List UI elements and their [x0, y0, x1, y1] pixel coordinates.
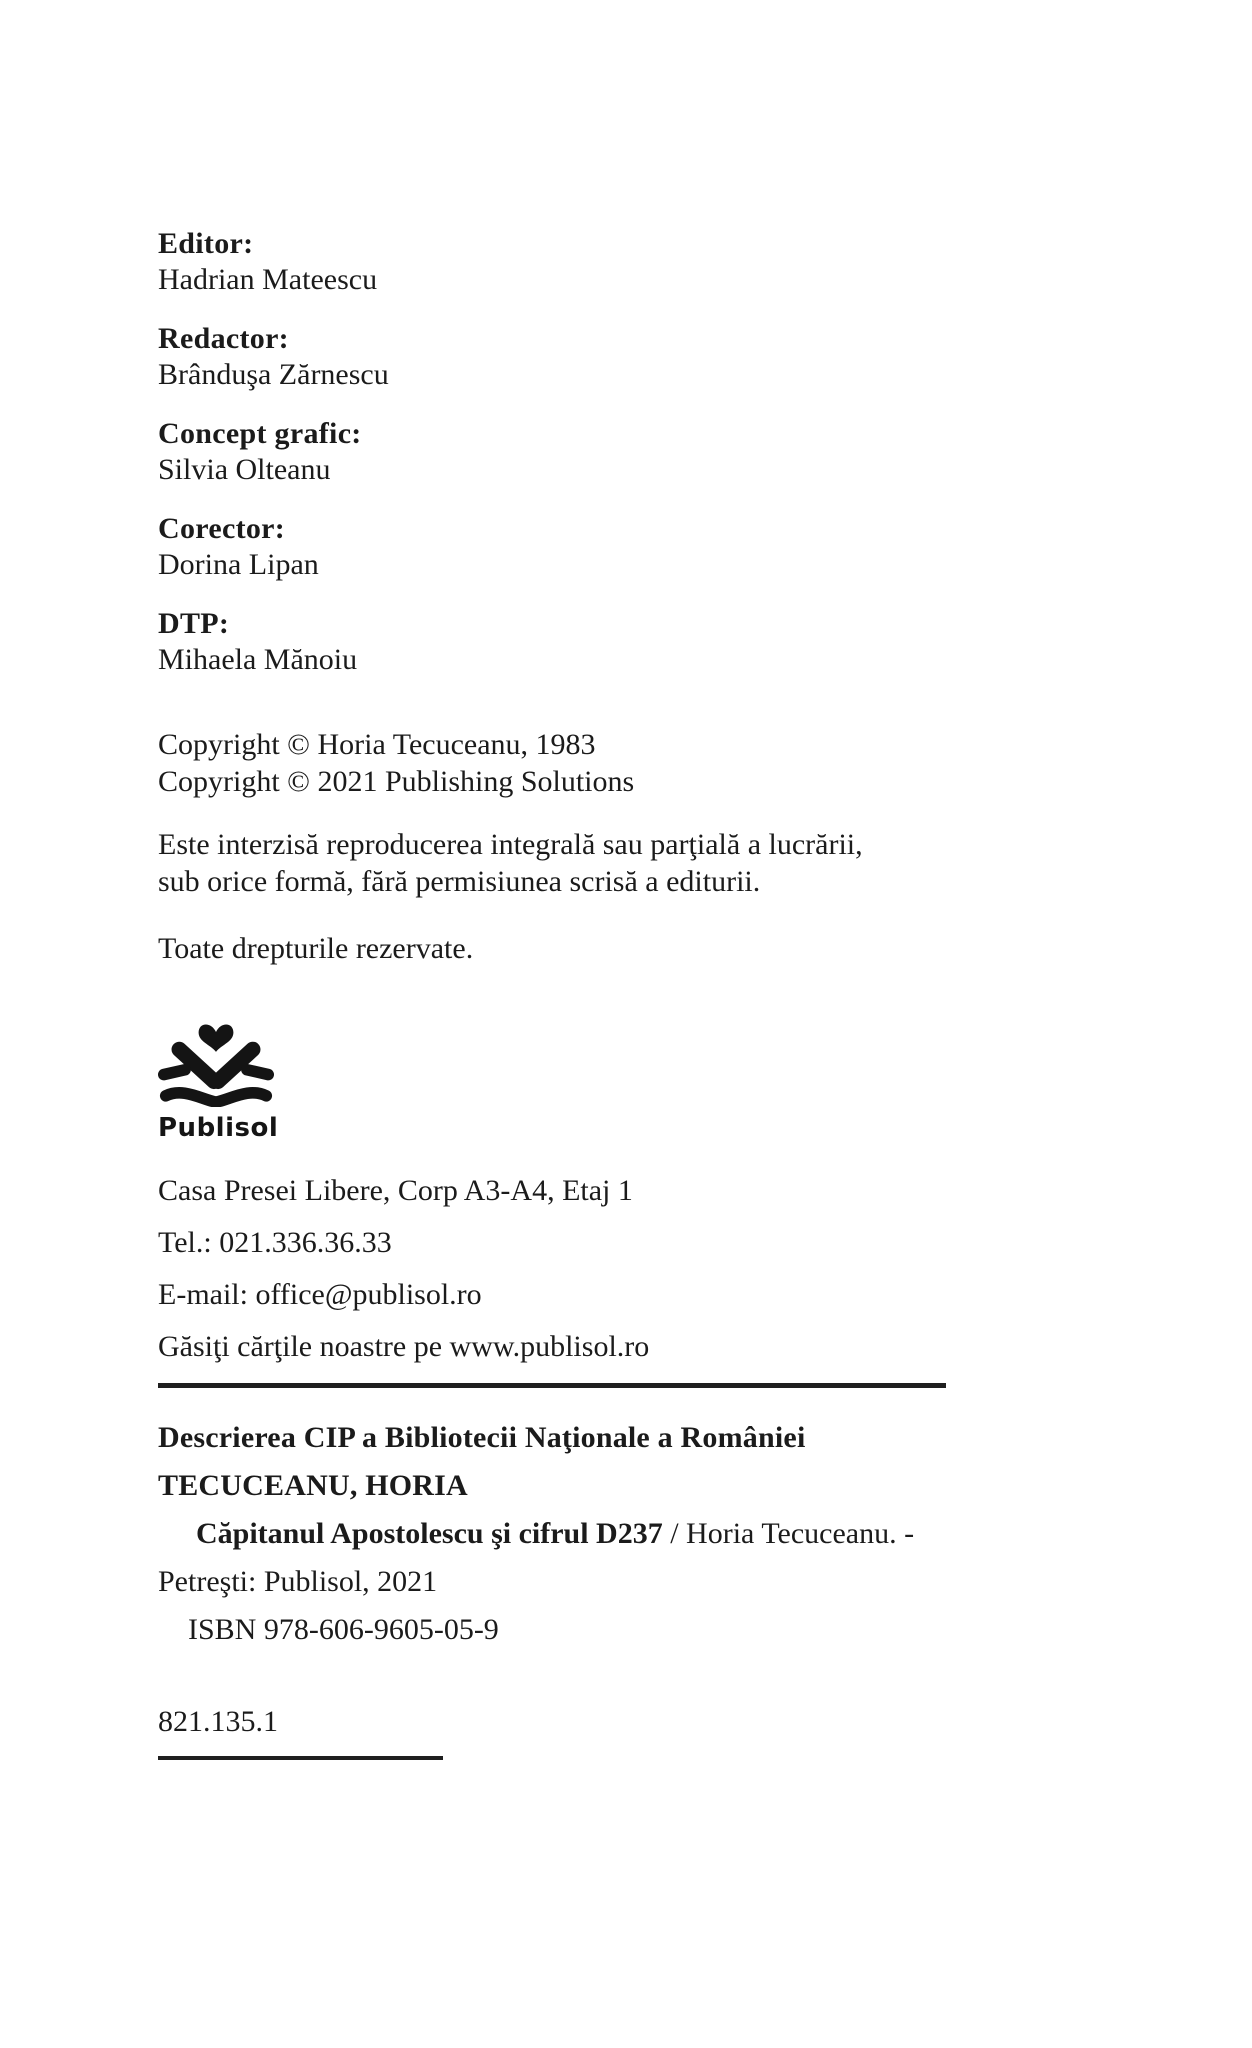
publisher-email: E-mail: office@publisol.ro: [158, 1278, 482, 1311]
reproduction-notice-line2: sub orice formă, fără permisiunea scrisă a editurii.: [158, 865, 761, 898]
copyright-line-1983: Copyright © Horia Tecuceanu, 1983: [158, 728, 596, 761]
cip-description-section: [158, 1414, 1152, 1654]
reproduction-notice: [158, 826, 1152, 900]
credit-name: Silvia Olteanu: [158, 453, 331, 486]
credit-role: Concept grafic:: [158, 417, 362, 450]
credit-redactor: [158, 321, 1152, 393]
cip-top-rule: [158, 1383, 946, 1388]
credits-section: [158, 226, 1152, 678]
publisher-logo: [158, 1017, 1152, 1143]
logo-heart: [199, 1024, 234, 1051]
credit-corector: [158, 511, 1152, 583]
publisher-phone: Tel.: 021.336.36.33: [158, 1226, 392, 1259]
logo-book-wave: [166, 1093, 267, 1102]
cip-city-line: Petreşti: Publisol, 2021: [158, 1565, 438, 1598]
credit-editor: [158, 226, 1152, 298]
credit-concept-grafic: [158, 416, 1152, 488]
credit-role: DTP:: [158, 607, 230, 640]
credit-dtp: [158, 606, 1152, 678]
credit-name: Brânduşa Zărnescu: [158, 358, 389, 391]
publisher-contact-section: [158, 1165, 1152, 1373]
credit-name: Mihaela Mănoiu: [158, 643, 358, 676]
publisher-website-line: Găsiţi cărţile noastre pe www.publisol.ro: [158, 1330, 650, 1363]
credit-role: Corector:: [158, 512, 286, 545]
bottom-rule: [158, 1756, 443, 1760]
cip-book-title: Căpitanul Apostolescu şi cifrul D237: [196, 1517, 663, 1550]
logo-dash-right: [247, 1070, 268, 1075]
credit-role: Redactor:: [158, 322, 289, 355]
copyright-line-2021: Copyright © 2021 Publishing Solutions: [158, 765, 635, 798]
udc-classification: 821.135.1: [158, 1705, 278, 1738]
cip-title-byline: / Horia Tecuceanu. -: [662, 1517, 915, 1550]
rights-reserved-text: Toate drepturile rezervate.: [158, 932, 474, 965]
cip-heading: Descrierea CIP a Bibliotecii Naţionale a României: [158, 1421, 806, 1454]
cip-title-line: [158, 1510, 1152, 1558]
reproduction-notice-line1: Este interzisă reproducerea integrală sau parţială a lucrării,: [158, 828, 863, 861]
cip-author: TECUCEANU, HORIA: [158, 1469, 468, 1502]
cip-isbn: ISBN 978-606-9605-05-9: [188, 1613, 499, 1646]
publisol-logo-icon: [158, 1017, 274, 1107]
copyright-section: [158, 726, 1152, 800]
credit-name: Dorina Lipan: [158, 548, 319, 581]
credit-name: Hadrian Mateescu: [158, 263, 378, 296]
logo-dash-left: [164, 1070, 185, 1075]
publisher-address: Casa Presei Libere, Corp A3-A4, Etaj 1: [158, 1174, 633, 1207]
publisol-wordmark: Publisol: [158, 1113, 279, 1143]
rights-section: [158, 826, 1152, 967]
credit-role: Editor:: [158, 227, 254, 260]
